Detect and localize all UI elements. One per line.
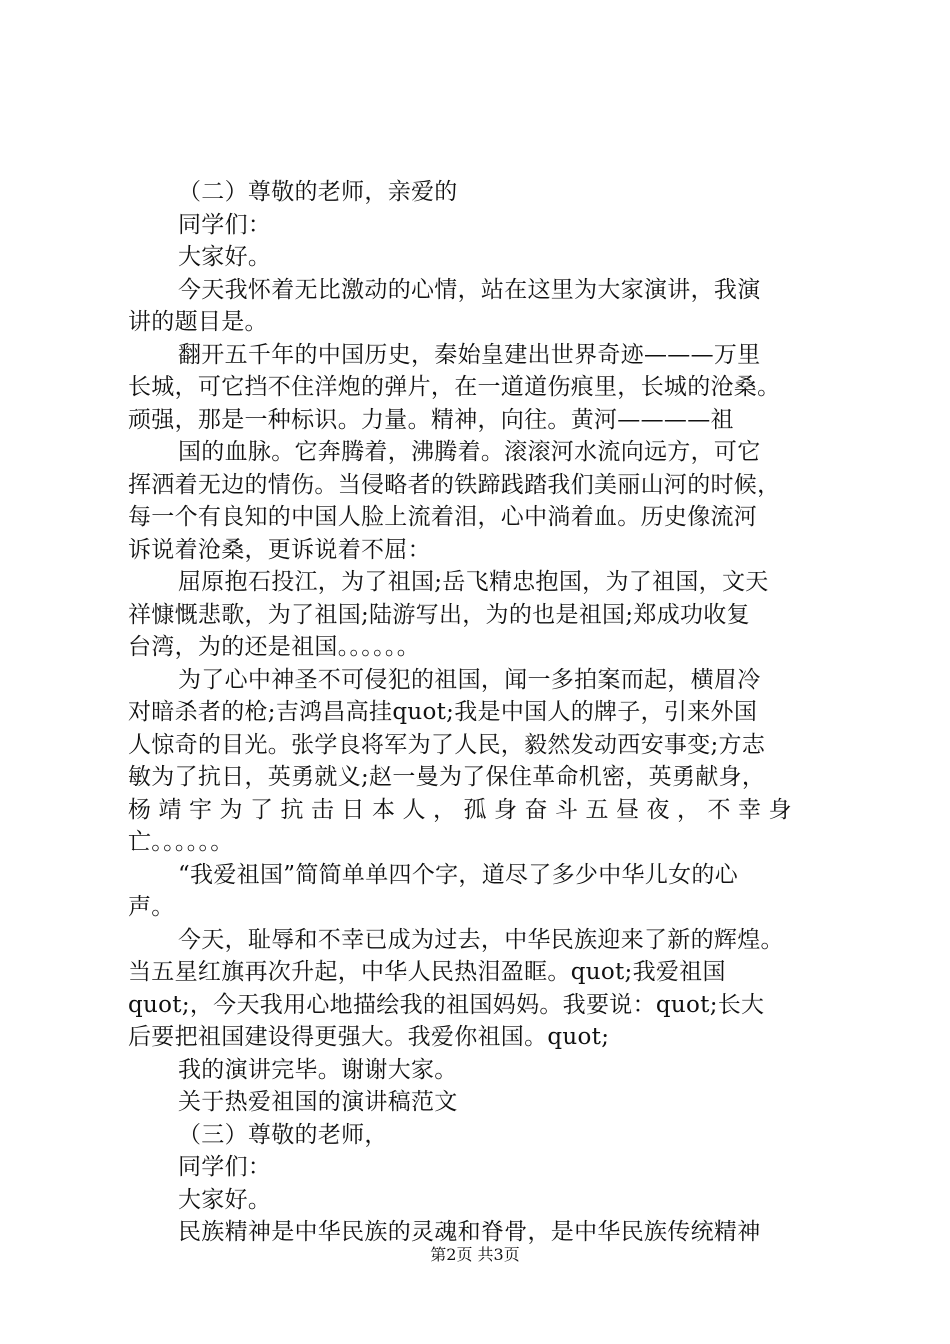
- text-line: 祥慷慨悲歌，为了祖国;陆游写出，为的也是祖国;郑成功收复: [128, 601, 750, 628]
- text-line: quot;，今天我用心地描绘我的祖国妈妈。我要说：quot;长大: [128, 991, 765, 1018]
- text-line: 今天，耻辱和不幸已成为过去，中华民族迎来了新的辉煌。: [178, 926, 784, 953]
- text-line: 杨靖宇为了抗击日本人，孤身奋斗五昼夜，不幸身: [128, 796, 799, 823]
- text-line: 大家好。: [178, 1186, 272, 1213]
- text-line: 后要把祖国建设得更强大。我爱你祖国。quot;: [128, 1024, 610, 1050]
- text-line: 国的血脉。它奔腾着，沸腾着。滚滚河水流向远方，可它: [178, 439, 761, 465]
- text-line: 诉说着沧桑，更诉说着不屈：: [128, 536, 431, 563]
- text-line: 今天我怀着无比激动的心情，站在这里为大家演讲，我演: [178, 276, 761, 303]
- text-line: 同学们：: [178, 211, 272, 238]
- text-line: 为了心中神圣不可侵犯的祖国，闻一多拍案而起，横眉冷: [178, 666, 761, 693]
- text-line: 关于热爱祖国的演讲稿范文: [178, 1089, 458, 1115]
- text-line: 长城，可它挡不住洋炮的弹片，在一道道伤痕里，长城的沧桑。: [128, 374, 781, 400]
- page-footer: 第2页 共3页: [430, 1245, 520, 1264]
- text-line: 人惊奇的目光。张学良将军为了人民，毅然发动西安事变;方志: [128, 731, 766, 758]
- text-line: 我的演讲完毕。谢谢大家。: [178, 1056, 458, 1083]
- text-line: 民族精神是中华民族的灵魂和脊骨，是中华民族传统精神: [178, 1219, 761, 1245]
- text-line: “我爱祖国”简简单单四个字，道尽了多少中华儿女的心: [178, 861, 739, 888]
- text-line: 当五星红旗再次升起，中华人民热泪盈眶。quot;我爱祖国: [128, 959, 726, 985]
- text-line: 翻开五千年的中国历史，秦始皇建出世界奇迹———万里: [178, 341, 761, 368]
- text-line: 每一个有良知的中国人脸上流着泪，心中淌着血。历史像流河: [128, 504, 758, 530]
- text-line: 顽强，那是一种标识。力量。精神，向往。黄河————祖: [128, 406, 734, 433]
- text-line: 敏为了抗日，英勇就义;赵一曼为了保住革命机密，英勇献身，: [128, 764, 766, 790]
- text-line: （二）尊敬的老师，亲爱的: [178, 179, 458, 205]
- text-line: 同学们：: [178, 1154, 272, 1180]
- text-line: 台湾，为的还是祖国。。。。。。: [128, 634, 420, 660]
- text-line: 讲的题目是。: [128, 309, 268, 335]
- text-line: 挥洒着无边的情伤。当侵略者的铁蹄践踏我们美丽山河的时候，: [128, 471, 781, 498]
- text-line: 屈原抱石投江，为了祖国;岳飞精忠抱国，为了祖国，文天: [178, 569, 769, 595]
- text-line: 声。: [128, 894, 175, 920]
- text-line: （三）尊敬的老师，: [178, 1121, 388, 1148]
- text-line: 大家好。: [178, 244, 272, 270]
- text-line: 对暗杀者的枪;吉鸿昌高挂quot;我是中国人的牌子，引来外国: [128, 699, 758, 725]
- document-body: [128, 176, 828, 1249]
- text-line: 亡。。。。。。: [128, 829, 234, 855]
